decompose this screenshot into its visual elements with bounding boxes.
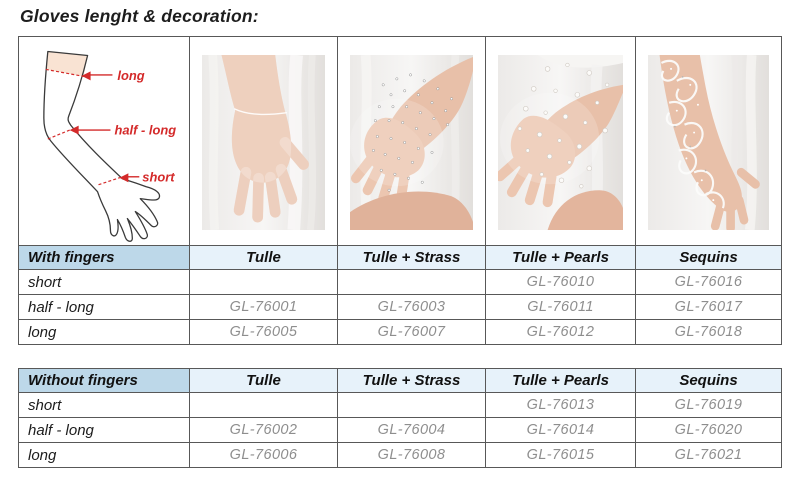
table-row [19, 393, 782, 418]
short-length-label: short [142, 169, 175, 185]
page-title: Gloves lenght & decoration: [20, 6, 259, 26]
column-header-tulle: Tulle [190, 246, 338, 270]
half-long-length-label: half - long [114, 122, 177, 138]
table-row [19, 295, 782, 320]
length-label-cell: short [19, 270, 190, 295]
product-code-cell: GL-76020 [636, 418, 782, 443]
table-row [19, 443, 782, 468]
product-code-cell: GL-76019 [636, 393, 782, 418]
column-header-sequins: Sequins [636, 246, 782, 270]
tulle-strass-photo-cell [338, 37, 486, 246]
product-code-cell: GL-76018 [636, 320, 782, 345]
column-header-tulle-pearls: Tulle + Pearls [486, 246, 636, 270]
column-header-sequins: Sequins [636, 369, 782, 393]
product-code-cell: GL-76008 [338, 443, 486, 468]
length-label-cell: half - long [19, 418, 190, 443]
column-header-tulle-strass: Tulle + Strass [338, 246, 486, 270]
product-code-cell: GL-76017 [636, 295, 782, 320]
tulle-pearls-photo-cell [486, 37, 636, 246]
arm-length-diagram [19, 37, 189, 245]
tulle-strass-glove-photo [350, 55, 473, 230]
product-code-cell: GL-76001 [190, 295, 338, 320]
length-label-cell: long [19, 320, 190, 345]
product-code-cell: GL-76005 [190, 320, 338, 345]
product-code-cell [190, 270, 338, 295]
product-code-cell: GL-76014 [486, 418, 636, 443]
header-row [19, 369, 782, 393]
column-header-tulle: Tulle [190, 369, 338, 393]
product-code-cell: GL-76015 [486, 443, 636, 468]
table-row [19, 418, 782, 443]
product-code-cell: GL-76004 [338, 418, 486, 443]
header-row [19, 246, 782, 270]
with-fingers-table [18, 36, 782, 345]
group-header-without-fingers: Without fingers [19, 369, 190, 393]
long-length-label: long [117, 67, 145, 83]
product-code-cell: GL-76010 [486, 270, 636, 295]
product-code-cell: GL-76003 [338, 295, 486, 320]
table-row [19, 320, 782, 345]
tulle-glove-photo [202, 55, 325, 230]
long-arrow-icon [82, 71, 113, 80]
product-code-cell: GL-76021 [636, 443, 782, 468]
product-code-cell: GL-76006 [190, 443, 338, 468]
table-row [19, 270, 782, 295]
product-code-cell: GL-76016 [636, 270, 782, 295]
length-label-cell: half - long [19, 295, 190, 320]
product-code-cell [338, 270, 486, 295]
length-label-cell: long [19, 443, 190, 468]
tulle-pearls-glove-photo [498, 55, 623, 230]
product-code-cell [190, 393, 338, 418]
without-fingers-table [18, 368, 782, 468]
product-code-cell: GL-76012 [486, 320, 636, 345]
product-code-cell: GL-76011 [486, 295, 636, 320]
length-diagram-cell [19, 37, 190, 246]
column-header-tulle-pearls: Tulle + Pearls [486, 369, 636, 393]
product-code-cell: GL-76002 [190, 418, 338, 443]
length-label-cell: short [19, 393, 190, 418]
group-header-with-fingers: With fingers [19, 246, 190, 270]
product-code-cell: GL-76013 [486, 393, 636, 418]
photo-row [19, 37, 782, 246]
product-code-cell: GL-76007 [338, 320, 486, 345]
product-code-cell [338, 393, 486, 418]
sequins-photo-cell [636, 37, 782, 246]
sequins-glove-photo [648, 55, 769, 230]
tulle-photo-cell [190, 37, 338, 246]
column-header-tulle-strass: Tulle + Strass [338, 369, 486, 393]
